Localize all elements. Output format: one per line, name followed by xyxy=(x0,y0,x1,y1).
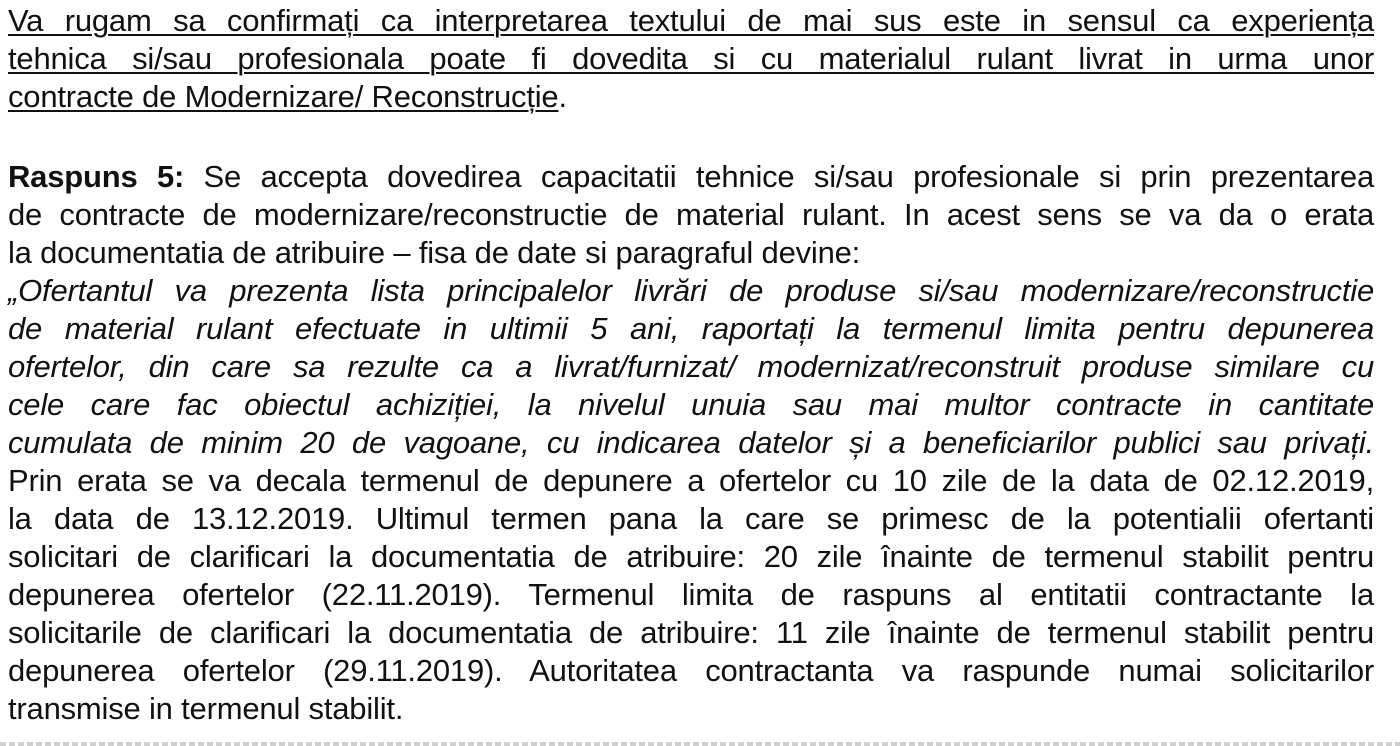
question-paragraph xyxy=(8,2,1374,116)
closing-line: solicitarile de clarificari la documentatia de atribuire: 11 zile înainte de termenul stabilit pentru xyxy=(8,615,1374,650)
closing-line: solicitari de clarificari la documentatia de atribuire: 20 zile înainte de termenul stabilit pentru xyxy=(8,539,1374,574)
quoted-clause-line: cele care fac obiectul achiziției, la nivelul unuia sau mai multor contracte in cantitate xyxy=(8,387,1374,422)
closing-line: Prin erata se va decala termenul de depunere a ofertelor cu 10 zile de la data de 02.12.2019, xyxy=(8,463,1374,498)
quoted-clause-line: de material rulant efectuate in ultimii 5 ani, raportați la termenul limita pentru depunerea xyxy=(8,311,1374,346)
scan-edge-divider xyxy=(0,742,1400,746)
question-period: . xyxy=(558,79,567,114)
closing-line: transmise in termenul stabilit. xyxy=(8,691,404,726)
question-line: tehnica si/sau profesionala poate fi dovedita si cu materialul rulant livrat in urma unor xyxy=(8,41,1374,76)
quoted-clause-line: ofertelor, din care sa rezulte ca a livrat/furnizat/ modernizat/reconstruit produse similare cu xyxy=(8,349,1374,384)
question-line-last xyxy=(8,78,1374,116)
answer-intro-line: la documentatia de atribuire – fisa de date si paragraful devine: xyxy=(8,235,861,270)
answer-first-line xyxy=(8,158,1374,196)
closing-line: depunerea ofertelor (29.11.2019). Autoritatea contractanta va raspunde numai solicitarilor xyxy=(8,653,1374,688)
question-line-text: contracte de Modernizare/ Reconstrucție xyxy=(8,79,559,114)
question-line: Va rugam sa confirmați ca interpretarea textului de mai sus este in sensul ca experiența xyxy=(8,3,1374,38)
quoted-clause-line: cumulata de minim 20 de vagoane, cu indicarea datelor și a beneficiarilor publici sau privați. xyxy=(8,425,1374,460)
closing-line: la data de 13.12.2019. Ultimul termen pana la care se primesc de la potentialii ofertanti xyxy=(8,501,1374,536)
answer-intro-line: de contracte de modernizare/reconstructie de material rulant. In acest sens se va da o erata xyxy=(8,197,1374,232)
answer-paragraph xyxy=(8,158,1374,728)
answer-label: Raspuns 5: xyxy=(8,159,185,194)
answer-first-line-text: Se accepta dovedirea capacitatii tehnice si/sau profesionale si prin prezentarea xyxy=(184,159,1374,194)
closing-line: depunerea ofertelor (22.11.2019). Termenul limita de raspuns al entitatii contractante la xyxy=(8,577,1374,612)
quoted-clause-line: „Ofertantul va prezenta lista principalelor livrări de produse si/sau modernizare/reconstructie xyxy=(8,273,1374,308)
